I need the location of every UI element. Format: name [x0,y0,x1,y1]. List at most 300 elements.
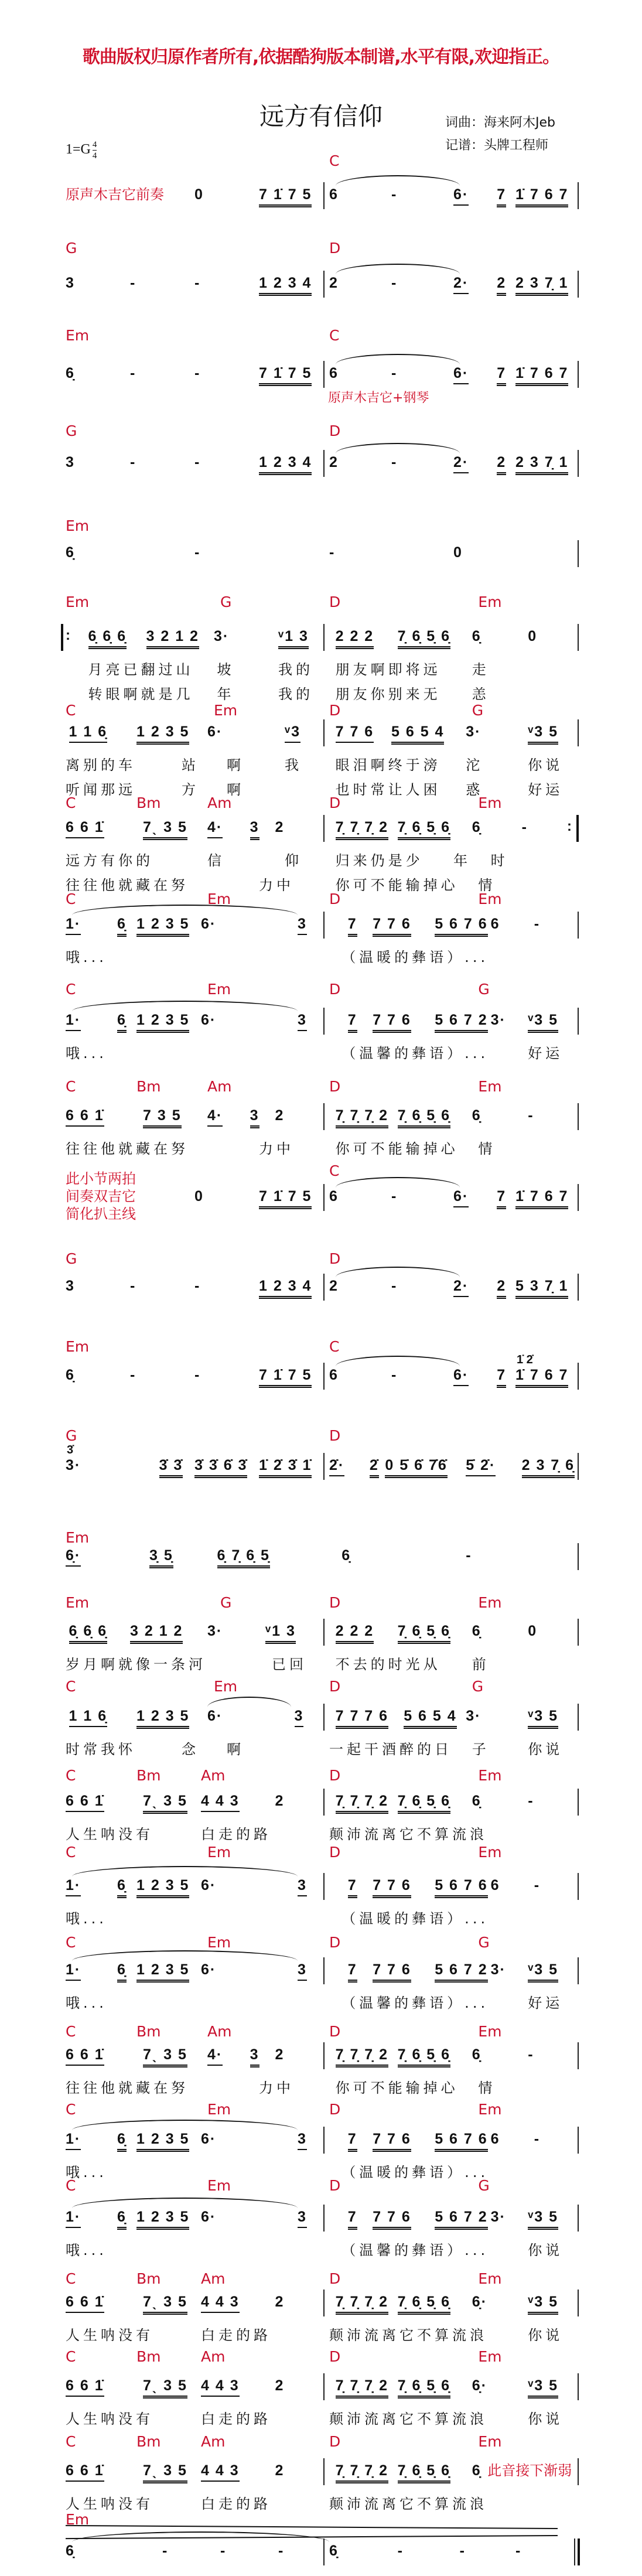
barline-middle [323,1453,325,1480]
lyric: 力中 [259,877,294,893]
note-group: 6 [329,1367,339,1383]
chord-label: D [329,593,341,610]
chord-label: C [66,2270,76,2287]
barline-end [578,182,579,209]
note-group: 1̇ 2̇ 3̇ 1̇ [259,1456,312,1478]
note-group: 5 3 7̣ 1 [515,1277,568,1299]
barline-middle [323,2539,325,2565]
note-group: 6· [201,2131,217,2147]
note-group: 1 2 3 5 [136,723,189,745]
note-group: 7 [348,2130,357,2152]
chord-label: C [66,2177,76,2194]
lyric: 子 [472,1741,490,1758]
note-group: 6̣ 6̣ 6̣ [88,627,127,649]
note-group: 7̣ 7̣ 7̣ 2 [336,2293,388,2315]
note-group: 1̇ 7 6 7 [515,1366,568,1388]
slur-arc [336,264,460,274]
copyright-notice: 歌曲版权归原作者所有,依据酷狗版本制谱,水平有限,欢迎指正。 [82,47,560,67]
note-group: 7ˎ 3 5 [143,2046,187,2067]
note-group: 2̇ [370,1456,379,1478]
note-group: 6· [201,1961,217,1978]
chord-label: D [329,1678,341,1695]
chord-label: Em [66,2511,90,2528]
note-group: 7ˎ 3 5 [143,2377,187,2398]
lyric: 情 [478,877,496,893]
lyric: 年 [453,852,471,869]
lyric: （温暖的彝语）... [342,949,489,965]
note-group: 7 [348,2208,357,2230]
note-group: 6̣· [66,1547,81,1567]
barline-end [578,2127,579,2154]
note-group: 0 [528,628,538,644]
note-group: 3 [295,1707,304,1727]
lyric: 远方有你的 [66,852,153,869]
note-group: - [220,2543,227,2559]
note-group: 7 7 6 [373,1876,411,1898]
note-group: 2 [497,453,506,475]
note-group: - [194,1367,201,1383]
lyric: 哦... [66,2242,107,2258]
note-group: 6̣ [472,2462,482,2479]
note-group: 7̣ 7̣ 7̣ 2 [336,1107,388,1128]
note-group: 6· [201,916,217,932]
note-group: ᵛ3 5 [528,2208,558,2230]
note-group: 6· [453,364,469,384]
note-group: - [194,1278,201,1294]
note-group: 1· [66,2130,81,2150]
credit-lyrics-music: 词曲：海来阿木Jeb [445,115,555,130]
note-group: 3· [466,724,482,740]
note-group: 2 [275,1107,285,1124]
barline-end [578,1543,579,1570]
lyric: 力中 [259,1141,294,1157]
barline-end [578,271,579,298]
note-group: 1 2 3 5 [136,2208,189,2230]
note-group: 7 [497,1366,506,1388]
note-group: - [194,544,201,561]
barline-end [578,1274,579,1301]
note-group: - [130,275,136,291]
lyric: 时 [490,852,508,869]
note-group: - [391,1278,398,1294]
barline-middle [323,2458,325,2485]
note-group: - [534,1877,541,1893]
note-group: 7 [348,1011,357,1033]
lyric: 颠沛流离它不算流浪 [329,2327,487,2343]
barline-end [578,1363,579,1390]
barline-end [578,1184,579,1211]
barline-end [578,450,579,477]
note-group: - [528,1107,534,1124]
note-group: 6 6 1̇ [66,1792,104,1812]
barline-end [578,912,579,939]
barline-middle [323,1363,325,1390]
note-group: 7 1̇ 7 5 [259,1366,312,1388]
note-group: 2 [329,454,339,470]
note-group: 7̣ 6̣ 5̣ 6̣ [398,2462,450,2483]
lyric: 白走的路 [201,1826,271,1843]
chord-label: Bm [136,2433,161,2450]
note-group: 5 6 7 2 [435,1011,487,1033]
note-group: - [528,2046,534,2063]
note-group: - [194,275,201,291]
time-signature [93,139,97,161]
note-group: 1 2 3 5 [136,915,189,937]
note-group: 1 2 3 4 [259,274,312,296]
note-group: 1 2 3 5 [136,1961,189,1983]
note-group: 7̣ 6̣ 5̣ 6̣ [398,818,450,840]
note-group: 7 [497,1188,506,1209]
slur-arc [336,1267,460,1277]
note-group: 3 [66,275,75,291]
chord-label: D [329,1250,341,1267]
barline-middle [323,361,325,388]
repeat-end-bar [576,815,579,842]
lyric: 听闻那远 [66,782,136,798]
lyric: 人生呐没有 [66,2327,153,2343]
lyric: 沱 [466,757,484,773]
chord-label: D [329,890,341,907]
chord-label: Em [66,327,90,344]
lyric: 一起干酒醉的日 [329,1741,452,1758]
lyric: 惑 [466,782,484,798]
chord-label: Am [207,2023,232,2040]
note-group: 3 [250,2046,259,2067]
note-group: 7̣ 6̣ 5̣ 6̣ [398,2293,450,2315]
chord-label: Am [201,2270,226,2287]
chord-label: Em [207,2101,231,2118]
note-group: 5 6 7 6 [435,2130,487,2152]
note-group: 2 [497,1277,506,1299]
chord-label: Em [478,1844,502,1861]
chord-label: Em [66,593,90,610]
chord-label: D [329,1594,341,1611]
lyric: 前 [472,1656,490,1673]
note-group: 6 6 1̇ [66,1107,104,1127]
lyric: 我 [285,757,302,773]
chord-label: C [329,327,340,344]
note-group: 7 [497,364,506,386]
note-group: 5 6 7 6 [435,915,487,937]
lyric: 哦... [66,2164,107,2181]
note-group: 3· [214,628,230,644]
chord-label: G [220,1594,232,1611]
note-group: 2 [275,2046,285,2063]
barline-end [578,1704,579,1731]
lyric: 你可不能输掉心 [335,2080,459,2096]
note-group: 3 [250,818,259,840]
barline-end [578,2205,579,2232]
lyric: 归来仍是少 [335,852,424,869]
note-group: 2 [275,819,285,835]
note-group: 7 [348,915,357,937]
barline-end [578,361,579,388]
chord-label: Em [478,2270,502,2287]
note-group: 2· [453,453,469,473]
lyric: 年 [217,686,235,702]
note-group: 6̣ [472,1623,482,1639]
note-group: ᵛ3 5 [528,2377,558,2398]
note-group: 3̣ 5̣ [149,1547,173,1568]
note-group: 3· [490,2209,506,2225]
chord-label: Em [66,517,90,534]
slur-arc [72,2120,298,2130]
lyric: 离别的车 [66,757,136,773]
note-group: 7ˎ 3 5 [143,818,187,840]
chord-label: Em [478,2101,502,2118]
note-group: 3̇ 3̇ 6̇ 3̇ [194,1456,247,1478]
note-group: - [391,454,398,470]
note-group: - [130,365,136,381]
note-group: 6 [490,1877,500,1893]
note-group: 6 6 1̇ [66,2462,104,2482]
note-group: 0 [528,1623,538,1639]
chord-label: Em [207,890,231,907]
barline-end [578,1008,579,1035]
chord-label: C [66,1934,76,1951]
note-group: - [130,1367,136,1383]
note-group: 3· [207,1623,223,1639]
note-group: 6̣· [472,2294,488,2310]
chord-label: Em [478,890,502,907]
barline-end [578,1453,579,1480]
lyric: 人生呐没有 [66,2411,153,2427]
slur-arc [72,1866,298,1876]
note-group: 6̣ [329,2543,339,2559]
note-group: - [521,819,528,835]
note-group: 3 [298,1876,307,1896]
note-group: 1 2 3 5 [136,1876,189,1898]
note-group: 7̣ 6̣ 5̣ 6̣ [398,1622,450,1644]
note-group: 1 2 3 5 [136,1707,189,1729]
note-group: 1· [66,1876,81,1896]
note-group: 7 7 6 [373,2130,411,2152]
note-group: 5 6 7 2 [435,2208,487,2230]
barline-end [578,1619,579,1646]
lyric: 情 [478,1141,496,1157]
key-tonic: 1=G [66,142,91,158]
note-group: 3 [66,1278,75,1294]
barline-middle [323,1704,325,1731]
note-group: 2 [329,275,339,291]
note-group: 2 3 7̣ 1 [515,453,568,475]
note-group: 6· [201,2209,217,2225]
note-group: ᵛ3 [285,723,300,743]
barline-end [578,2042,579,2069]
note-group: 3̇ 3̇ [159,1456,183,1478]
note-group: 1̇ 7 6 7 [515,1188,568,1209]
note-group: 4 4 3 [201,2293,240,2313]
note-group: ᵛ3 5 [528,1011,558,1033]
note-group: 3 [298,1961,307,1981]
barline-middle [323,624,325,651]
lyric: 你说 [528,2411,564,2427]
note-group: 3 [298,2130,307,2150]
note-group: 2· [453,274,469,294]
lyric: （温馨的彝语）... [342,1995,489,2011]
chord-label: Am [201,2348,226,2365]
lyric: 月亮已翻过山 [88,661,194,678]
note-group: 3· [466,1708,482,1724]
octave-stack-note: 3̇ [67,1444,74,1456]
note-group: 4 4 3 [201,2462,240,2482]
note-group: 6̣ [342,1547,351,1564]
lyric: 哦... [66,1045,107,1062]
repeat-start-bar [61,624,63,651]
lyric: 颠沛流离它不算流浪 [329,2496,487,2512]
chord-label: Em [478,1078,502,1095]
note-group: 1 2 3 5 [136,2130,189,2152]
note-group: 7̣ 6̣ 5̣ 6̣ [398,2377,450,2398]
chord-label: D [329,1934,341,1951]
lyric: 恙 [472,686,490,702]
note-group: 5 6 7 6 [435,1876,487,1898]
lyric: 往往他就藏在努 [66,2080,189,2096]
slur-arc [336,354,460,364]
lyric: 白走的路 [201,2496,271,2512]
lyric: 信 [207,852,225,869]
note-group: 5 6 5 4 [391,723,444,745]
lyric: （温暖的彝语）... [342,2164,489,2181]
chord-label: C [329,152,340,169]
lyric: 往往他就藏在努 [66,1141,189,1157]
note-group: 6· [207,724,223,740]
chord-label: Em [66,1338,90,1355]
note-group: 6· [453,1366,469,1386]
chord-label: C [66,1078,76,1095]
chord-label: Bm [136,2023,161,2040]
note-group: 4· [207,2046,223,2066]
chord-label: D [329,2270,341,2287]
chord-label: Am [207,1078,232,1095]
note-group: 3 [250,1107,259,1128]
chord-label: C [66,2433,76,2450]
chord-label: Em [478,2433,502,2450]
chord-label: C [66,1844,76,1861]
note-group: 7 7 6 [373,915,411,937]
note-group: 7̣ 7̣ 7̣ 2 [336,2462,388,2483]
note-group: 4· [207,818,223,838]
slur-arc [336,1356,460,1366]
note-group: ᵛ3 5 [528,2293,558,2315]
lyric: 白走的路 [201,2327,271,2343]
chord-label: Bm [136,1078,161,1095]
note-group: 6 [490,2131,500,2147]
chord-label: Em [478,1767,502,1784]
note-group: 6̣ [472,2046,482,2063]
chord-label: D [329,1844,341,1861]
chord-label: Em [66,1529,90,1546]
chord-label: D [329,2433,341,2450]
note-group: 6̣ [66,365,75,381]
time-top: 4 [92,140,97,149]
lyric: 岁月啊就像一条河 [66,1656,206,1673]
chord-label: Em [478,593,502,610]
chord-label: C [66,890,76,907]
note-group: - [397,2543,404,2559]
note-group: - [459,2543,466,2559]
note-group: 6̣ [117,2130,127,2152]
barline-end [578,624,579,651]
note-group: 6̣ [472,1793,482,1809]
chord-label: Bm [136,1767,161,1784]
lyric: 已回 [272,1656,307,1673]
lyric: 情 [478,2080,496,2096]
lyric: 时常我怀 [66,1741,136,1758]
note-group: 6̣ [117,1011,127,1033]
note-group: 6 [329,186,339,203]
barline-middle [323,912,325,939]
barline-end [578,2458,579,2485]
note-group: 1· [66,2208,81,2228]
section-label: 原声木吉它前奏 [66,186,164,203]
decrescendo-line-top [66,2525,558,2529]
note-group: 2 [329,1278,339,1294]
lyric: 颠沛流离它不算流浪 [329,2411,487,2427]
slur-arc [336,443,460,453]
note-group: 7 7 6 [336,723,374,743]
note-group: - [130,1278,136,1294]
repeat-end-dots: : [567,818,572,834]
barline-middle [323,2290,325,2316]
note-group: ᵛ1 3 [278,627,309,649]
barline-middle [323,2373,325,2400]
note-group: 7̣ 6̣ 5̣ 6̣ [398,627,450,649]
note-group: 6̣ 6̣ 6̣ [69,1622,108,1644]
note-group: 7̣ 6̣ 5̣ 6̣ [398,2046,450,2067]
barline-middle [323,1957,325,1984]
chord-label: D [329,2101,341,2118]
note-group: 1 2 3 4 [259,1277,312,1299]
note-group: 2 [497,274,506,296]
note-group: 3 [298,1011,307,1031]
note-group: 2 [275,2377,285,2394]
note-group: 0 [453,544,463,561]
note-group: 4· [207,1107,223,1127]
lyric: 不去的时光从 [335,1656,441,1673]
chord-label: Em [478,2023,502,2040]
chord-label: Em [478,794,502,811]
note-group: 5 6 7 2 [435,1961,487,1983]
note-group: - [130,454,136,470]
note-group: 2 [275,2294,285,2310]
lyric: 哦... [66,949,107,965]
chord-label: Em [207,1844,231,1861]
barline-end [578,540,579,567]
note-group: 7 1̇ 7 5 [259,186,312,207]
note-group: 6· [207,1708,223,1724]
lyric: 好运 [528,1045,564,1062]
barline-middle [323,1789,325,1816]
octave-stack-note: 1̇ 2̇ [517,1353,533,1366]
note-group: 3 [298,915,307,935]
lyric: 我的 [278,686,313,702]
note-group: 2· [453,1277,469,1297]
note-group: 7̣ 6̣ 5̣ 6̣ [398,1107,450,1128]
lyric: 仰 [285,852,302,869]
note-group: 7̣ 6̣ 5̣ 6̣ [398,1792,450,1814]
note-group: 6̣ [117,1876,127,1898]
chord-label: G [66,1250,77,1267]
note-group: 6· [453,186,469,206]
performance-annotation: 此音接下渐弱 [487,2462,572,2479]
lyric: （温暖的彝语）... [342,1910,489,1927]
chord-label: Em [207,981,231,998]
barline-end [578,1957,579,1984]
note-group: 7 7 6 [373,1961,411,1983]
chord-label: G [478,981,490,998]
note-group: - [391,186,398,203]
